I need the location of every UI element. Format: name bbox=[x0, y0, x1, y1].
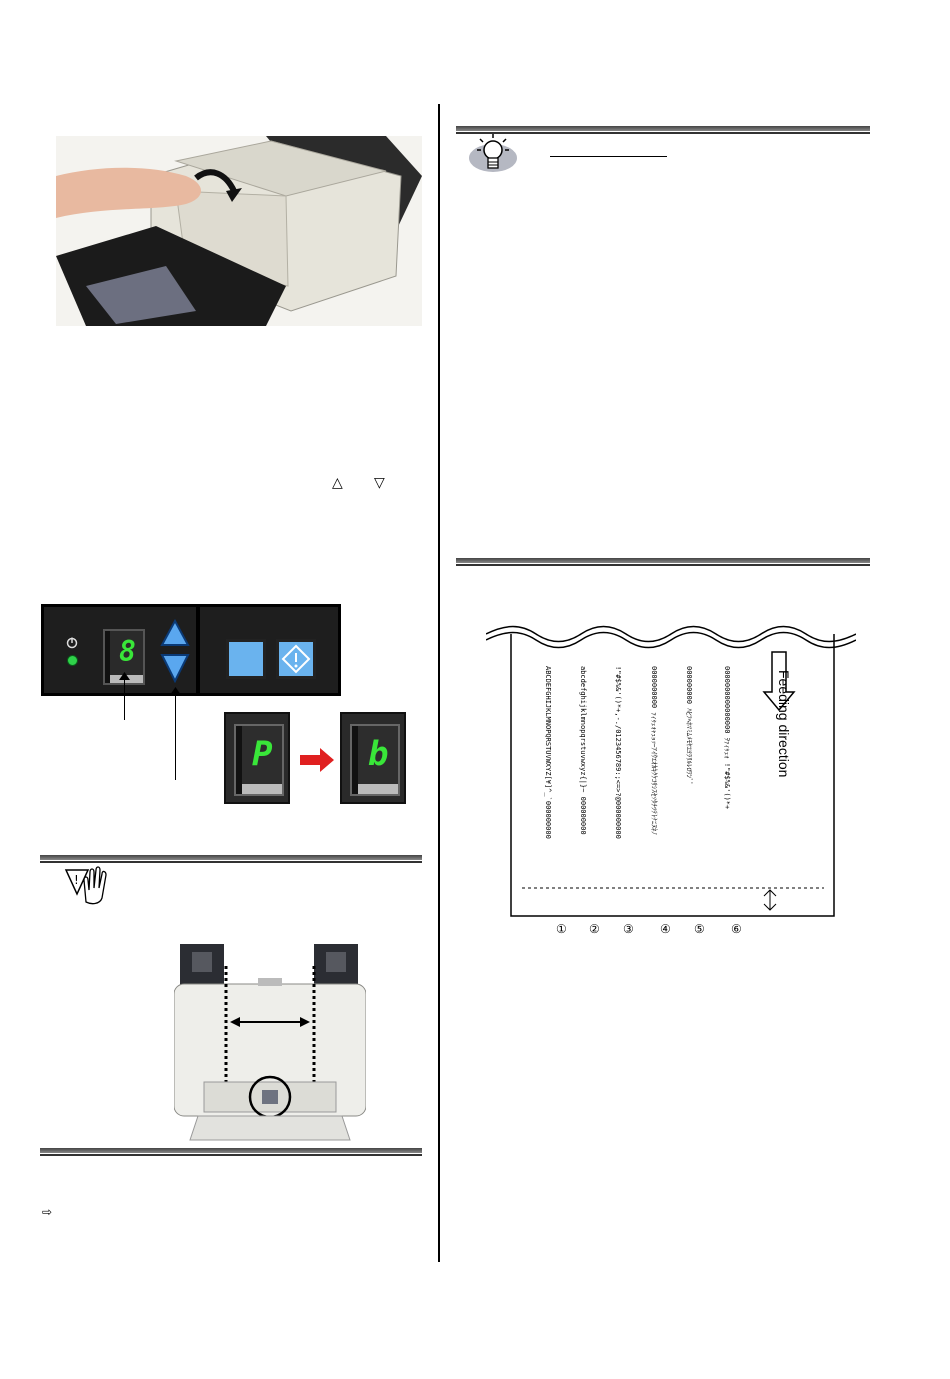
power-led bbox=[67, 655, 78, 666]
column-number-6: ⑥ bbox=[731, 922, 742, 936]
svg-text:!: ! bbox=[74, 873, 79, 887]
display-before-char: P bbox=[252, 734, 273, 774]
scan-icon bbox=[279, 642, 313, 676]
up-triangle-symbol: △ bbox=[332, 474, 343, 490]
pattern-column-4: 0000000000 ｧｨｩｪｫｬｭｮｯｰｱｲｳｴｵｶｷｸｹｺｻｼｽｾｿﾀﾁﾂﾃﾄﾅﾆﾇﾈﾉ bbox=[650, 666, 658, 835]
display-pointer-arrow bbox=[119, 672, 130, 680]
up-down-buttons bbox=[160, 619, 190, 683]
attention-top-bar-thin bbox=[40, 861, 422, 863]
pattern-column-3: !"#$%&'()*+,-./0123456789:;<=>?@000000000 bbox=[614, 666, 622, 839]
column-number-5: ⑤ bbox=[694, 922, 705, 936]
button-pointer-line bbox=[175, 692, 176, 780]
column-divider bbox=[438, 104, 440, 1262]
hint-top-bar-thin bbox=[456, 132, 870, 134]
attention-hand-icon bbox=[64, 864, 112, 906]
pattern-column-1: ABCDEFGHIJKLMNOPQRSTUVWXYZ[¥]^_`000000000 bbox=[544, 666, 552, 839]
attention-top-bar bbox=[40, 855, 422, 860]
column-number-2: ② bbox=[589, 922, 600, 936]
column-number-3: ③ bbox=[623, 922, 634, 936]
column-number-1: ① bbox=[556, 922, 567, 936]
button-pointer-arrow bbox=[170, 687, 181, 695]
hint-lightbulb-icon bbox=[468, 132, 518, 178]
down-button-icon bbox=[162, 655, 188, 681]
scanner-photo bbox=[56, 136, 422, 326]
scanner-front-illustration bbox=[174, 944, 366, 1144]
column-number-4: ④ bbox=[660, 922, 671, 936]
right-arrow-icon bbox=[300, 748, 334, 772]
hint-title-underline bbox=[550, 156, 667, 157]
panel-divider bbox=[196, 607, 200, 693]
reference-arrow-icon: ⇨ bbox=[42, 1205, 53, 1219]
scan-button bbox=[276, 639, 316, 679]
operator-panel bbox=[41, 604, 341, 696]
print-test-pattern bbox=[486, 620, 856, 920]
display-before-box bbox=[224, 712, 290, 804]
attention-bottom-bar bbox=[40, 1148, 422, 1153]
pattern-column-2: abcdefghijklmnopqrstuvwxyz{|}~ 000000000 bbox=[579, 666, 587, 835]
display-digit: 8 bbox=[119, 635, 136, 668]
down-triangle-symbol: ▽ bbox=[374, 474, 385, 490]
attention-bottom-bar-thin bbox=[40, 1154, 422, 1156]
up-button-icon bbox=[162, 621, 188, 645]
display-pointer-line bbox=[124, 676, 125, 720]
hint-bottom-bar-thin bbox=[456, 564, 870, 566]
stop-button bbox=[226, 639, 266, 679]
pattern-column-6: 0000000000000000 ｦｧｨｩｪｫ !"#$%&'()*+ bbox=[723, 666, 731, 810]
feeding-direction-label: Feeding direction bbox=[776, 670, 792, 778]
display-after-box bbox=[340, 712, 406, 804]
pattern-column-5: 000000000 ﾊﾋﾌﾍﾎﾏﾐﾑﾒﾓﾔﾕﾖﾗﾘﾙﾚﾛﾜﾝﾞﾟ bbox=[685, 666, 693, 786]
hint-top-bar bbox=[456, 126, 870, 131]
power-icon bbox=[66, 637, 78, 649]
hint-bottom-bar bbox=[456, 558, 870, 563]
display-after-char: b bbox=[368, 734, 389, 774]
